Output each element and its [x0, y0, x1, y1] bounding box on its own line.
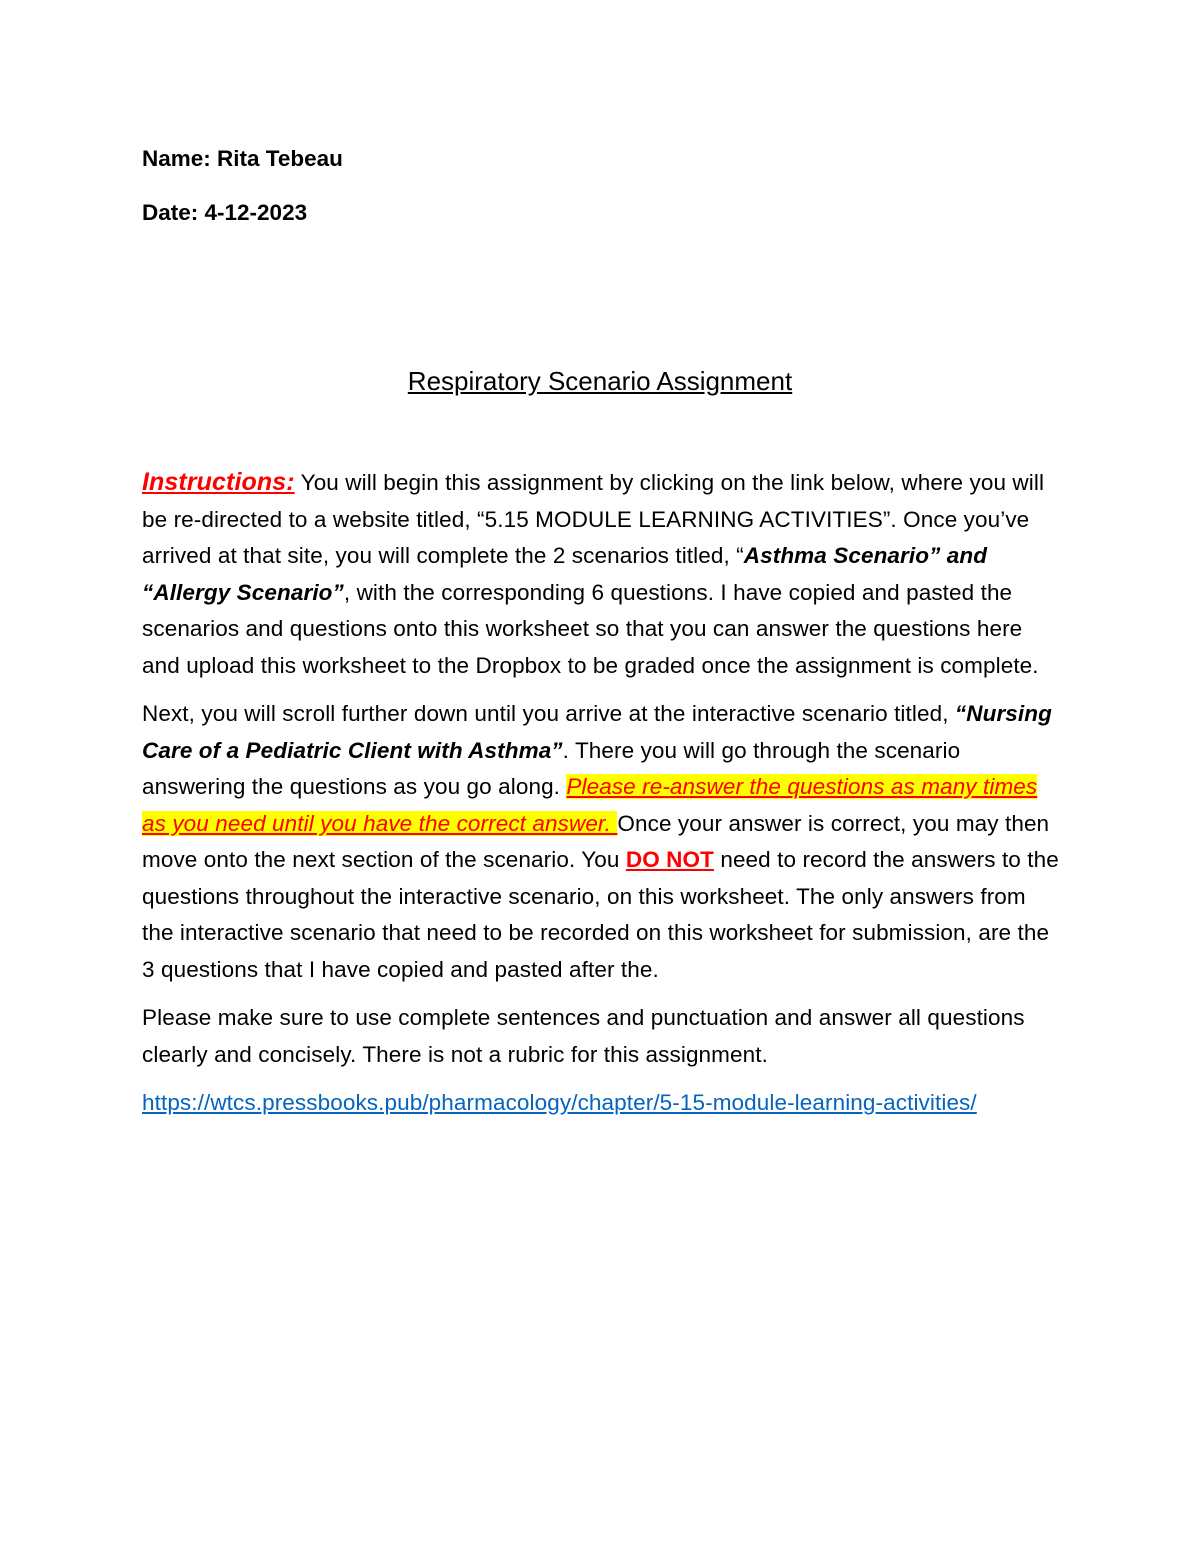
instructions-body: [142, 464, 1062, 1122]
highlighted-instruction: Please re-answer the questions as many times as you need until you have the correct answer.: [142, 774, 1038, 836]
scenario-titles: Asthma Scenario” and “Allergy Scenario”: [142, 543, 988, 605]
instructions-p2-text-a: Next, you will scroll further down until you arrive at the interactive scenario titled,: [142, 701, 955, 726]
assignment-link-paragraph: [142, 1085, 1062, 1122]
instructions-p2-text-c: Once your answer is correct, you may then move onto the next section of the scenario. You: [142, 810, 1050, 872]
instructions-p1-text-b: , with the corresponding 6 questions. I have copied and pasted the scenarios and questions onto this worksheet so that you can answer the questions here and upload this worksheet to the Dropbox to be graded once the assignment is complete.: [142, 579, 1039, 678]
instructions-p2-text-d: need to record the answers to the questions throughout the interactive scenario, on this worksheet. The only answers from the interactive scenario that need to be recorded on this worksheet for submission, are the 3 questions that I have copied and pasted after the.: [142, 847, 1059, 982]
instructions-p1-text-a: You will begin this assignment by clicking on the link below, where you will be re-directed to a website titled, “5.15 MODULE LEARNING ACTIVITIES”. Once you’ve arrived at that site, you will complete the 2 scenarios titled, “: [142, 470, 1045, 568]
instructions-paragraph-2: [142, 696, 1062, 988]
assignment-date: Date: 4-12-2023: [142, 200, 308, 225]
page-title: Respiratory Scenario Assignment: [407, 366, 793, 396]
interactive-scenario-title: “Nursing Care of a Pediatric Client with Asthma”: [142, 701, 1052, 763]
instructions-paragraph-3: Please make sure to use complete sentences and punctuation and answer all questions clearly and concisely. There is not a rubric for this assignment.: [142, 1005, 1025, 1067]
instructions-p2-text-b: . There you will go through the scenario answering the questions as you go along.: [142, 737, 961, 799]
instructions-paragraph-1: [142, 464, 1062, 684]
student-name: Name: Rita Tebeau: [142, 146, 343, 171]
do-not-emphasis: DO NOT: [625, 847, 714, 872]
instructions-label: Instructions:: [142, 468, 295, 496]
assignment-link[interactable]: https://wtcs.pressbooks.pub/pharmacology/chapter/5-15-module-learning-activities/: [142, 1090, 977, 1115]
